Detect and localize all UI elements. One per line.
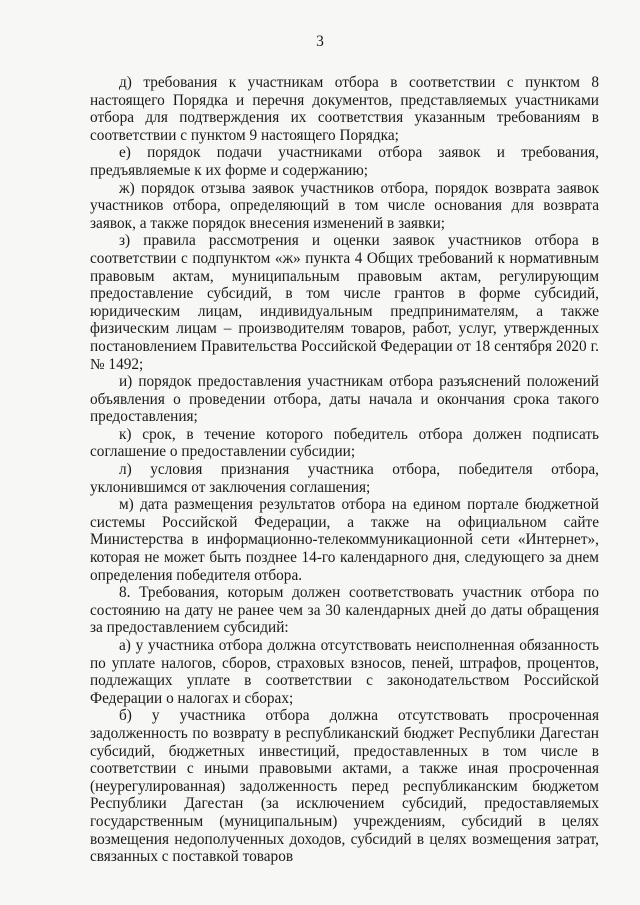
paragraph-zh: ж) порядок отзыва заявок участников отбора, порядок возврата заявок участников отбора, определяющий в том числе основания для возврата заявок, а также порядок внесения изменений в заявки; [90,179,599,232]
paragraph-k: к) срок, в течение которого победитель отбора должен подписать соглашение о предоставлении субсидии; [90,425,599,461]
document-body [90,74,599,866]
paragraph-a: а) у участника отбора должна отсутствовать неисполненная обязанность по уплате налогов, сборов, страховых взносов, пеней, штрафов, процентов, подлежащих уплате в соответствии с законодательством Российской Федерации о налогах и сборах; [90,637,599,707]
paragraph-e: е) порядок подачи участниками отбора заявок и требования, предъявляемые к их форме и содержанию; [90,144,599,179]
paragraph-section-8: 8. Требования, которым должен соответствовать участник отбора по состоянию на дату не ранее чем за 30 календарных дней до даты обращения за предоставлением субсидий: [90,584,599,637]
paragraph-i: и) порядок предоставления участникам отбора разъяснений положений объявления о проведении отбора, даты начала и окончания срока такого предоставления; [90,373,599,426]
paragraph-m: м) дата размещения результатов отбора на едином портале бюджетной системы Российской Федерации, а также на официальном сайте Министерства в информационно-телекоммуникационной сети «Интернет», которая не может быть позднее 14-го календарного дня, следующего за днем определения победителя отбора. [90,496,599,584]
paragraph-d: д) требования к участникам отбора в соответствии с пунктом 8 настоящего Порядка и перечня документов, представляемых участниками отбора для подтверждения их соответствия указанным требованиям в соответствии с пунктом 9 настоящего Порядка; [90,74,599,144]
paragraph-l: л) условия признания участника отбора, победителя отбора, уклонившимся от заключения соглашения; [90,461,599,496]
paragraph-z: з) правила рассмотрения и оценки заявок участников отбора в соответствии с подпунктом «ж» пункта 4 Общих требований к нормативным правовым актам, муниципальным правовым актам, регулирующим предоставление субсидий, в том числе грантов в форме субсидий, юридическим лицам, индивидуальным предпринимателям, а также физическим лицам – производителям товаров, работ, услуг, утвержденных постановлением Правительства Российской Федерации от 18 сентября 2020 г. № 1492; [90,232,599,373]
page-number: 3 [316,33,324,50]
paragraph-b: б) у участника отбора должна отсутствовать просроченная задолженность по возврату в республиканский бюджет Республики Дагестан субсидий, бюджетных инвестиций, предоставленных в том числе в соответствии с иными правовыми актами, а также иная просроченная (неурегулированная) задолженность перед республиканским бюджетом Республики Дагестан (за исключением субсидий, предоставляемых государственным (муниципальным) учреждениям, субсидий в целях возмещения недополученных доходов, субсидий в целях возмещения затрат, связанных с поставкой товаров [90,707,599,866]
